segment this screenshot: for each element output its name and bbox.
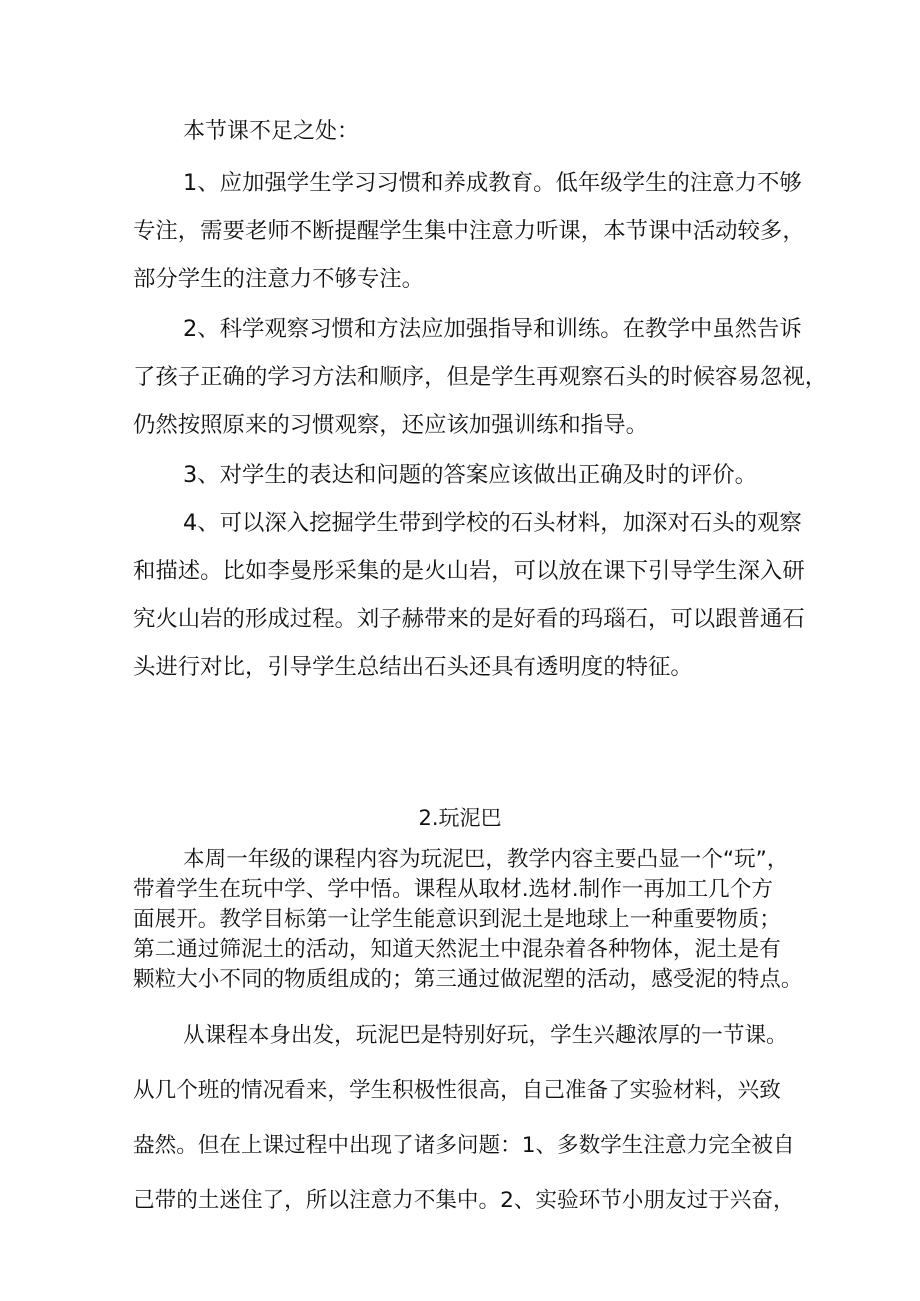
s2-p2-line-2: 从几个班的情况看来，学生积极性很高，自己准备了实验材料，兴致 [133, 1078, 781, 1103]
s1-line-5: 了孩子正确的学习方法和顺序，但是学生再观察石头的时候容易忽视， [133, 364, 828, 390]
s2-p1-line-1: 本周一年级的课程内容为玩泥巴，教学内容主要凸显一个“玩”， [183, 847, 789, 872]
section1-intro: 本节课不足之处： [183, 119, 360, 144]
s1-line-6: 仍然按照原来的习惯观察，还应该加强训练和指导。 [133, 412, 648, 438]
s2-p2-line-1: 从课程本身出发，玩泥巴是特别好玩，学生兴趣浓厚的一节课。 [183, 1023, 788, 1048]
s1-line-1: 1、应加强学生学习习惯和养成教育。低年级学生的注意力不够 [183, 170, 802, 196]
s1-line-4: 2、科学观察习惯和方法应加强指导和训练。在教学中虽然告诉 [183, 316, 802, 342]
s2-p1-line-4: 第二通过筛泥土的活动，知道天然泥土中混杂着各种物体，泥土是有 [133, 937, 781, 962]
s1-line-8: 4、可以深入挖掘学生带到学校的石头材料，加深对石头的观察 [183, 510, 802, 536]
section2-title: 2.玩泥巴 [418, 806, 502, 830]
s1-line-11: 头进行对比，引导学生总结出石头还具有透明度的特征。 [133, 654, 693, 680]
s1-line-3: 部分学生的注意力不够专注。 [133, 266, 425, 292]
s1-line-2: 专注，需要老师不断提醒学生集中注意力听课，本节课中活动较多， [133, 218, 805, 244]
s1-line-9: 和描述。比如李曼彤采集的是火山岩，可以放在课下引导学生深入研 [133, 558, 805, 584]
s2-p1-line-5: 颗粒大小不同的物质组成的；第三通过做泥塑的活动，感受泥的特点。 [133, 967, 803, 992]
s2-p1-line-2: 带着学生在玩中学、学中悟。课程从取材.选材.制作一再加工几个方 [133, 877, 773, 902]
s2-p2-line-3: 盎然。但在上课过程中出现了诸多问题：1、多数学生注意力完全被自 [133, 1133, 795, 1158]
s2-p2-line-4: 己带的土迷住了，所以注意力不集中。2、实验环节小朋友过于兴奋， [133, 1188, 795, 1213]
s1-line-7: 3、对学生的表达和问题的答案应该做出正确及时的评价。 [183, 462, 758, 488]
s1-line-10: 究火山岩的形成过程。刘子赫带来的是好看的玛瑙石，可以跟普通石 [133, 606, 805, 632]
s2-p1-line-3: 面展开。教学目标第一让学生能意识到泥土是地球上一种重要物质； [133, 907, 781, 932]
